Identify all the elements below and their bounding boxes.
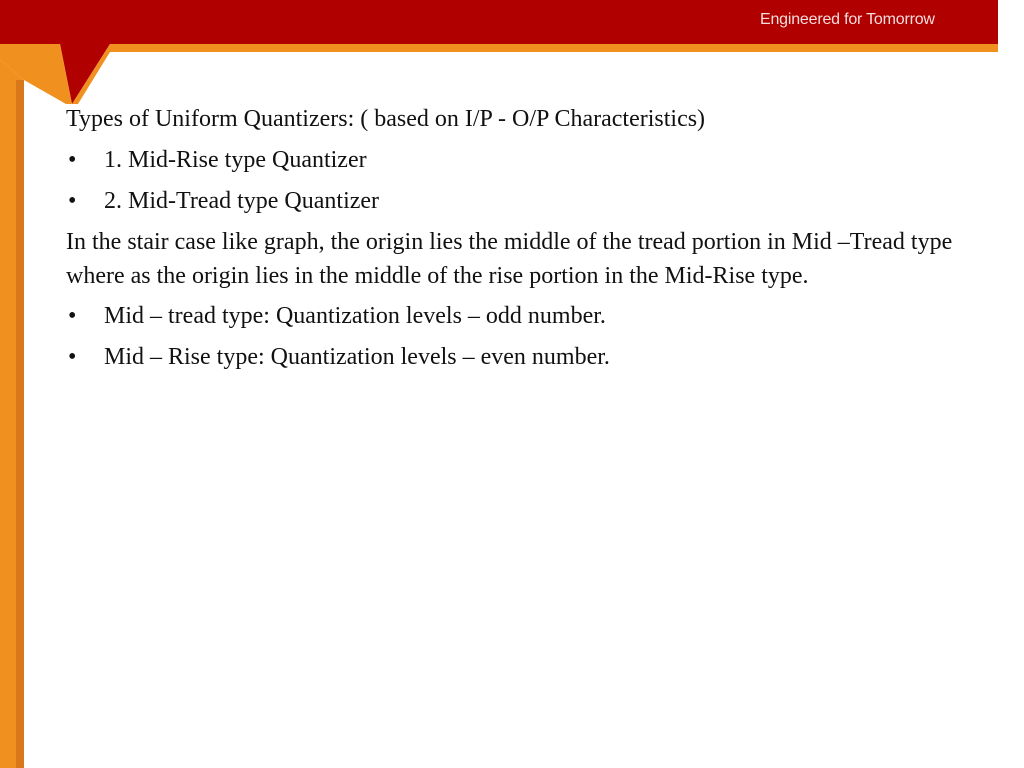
bullet-icon: •	[68, 188, 77, 214]
list-item-text: Mid – tread type: Quantization levels – odd number.	[104, 303, 606, 329]
bullet-icon: •	[68, 147, 77, 173]
left-orange-bar-shade	[16, 80, 24, 768]
list-item-text: Mid – Rise type: Quantization levels – even number.	[104, 344, 610, 370]
slide-heading: Types of Uniform Quantizers: ( based on I/P - O/P Characteristics)	[66, 106, 706, 132]
list-item-text: 2. Mid-Tread type Quantizer	[104, 188, 380, 214]
brand-tagline: Engineered for Tomorrow	[760, 11, 935, 28]
list-item-mid-tread	[66, 184, 986, 218]
list-item-mid-rise-levels	[66, 340, 986, 374]
bullet-icon: •	[68, 303, 77, 329]
header-orange-strip	[24, 44, 998, 104]
list-item-text: 1. Mid-Rise type Quantizer	[104, 147, 367, 173]
list-item-mid-tread-levels	[66, 299, 986, 333]
slide-content	[66, 102, 986, 381]
list-item-mid-rise	[66, 143, 986, 177]
description-paragraph: In the stair case like graph, the origin lies the middle of the tread portion in Mid –Tread type where as the origin lies in the middle of the rise portion in the Mid-Rise type.	[66, 229, 953, 289]
bullet-icon: •	[68, 344, 77, 370]
